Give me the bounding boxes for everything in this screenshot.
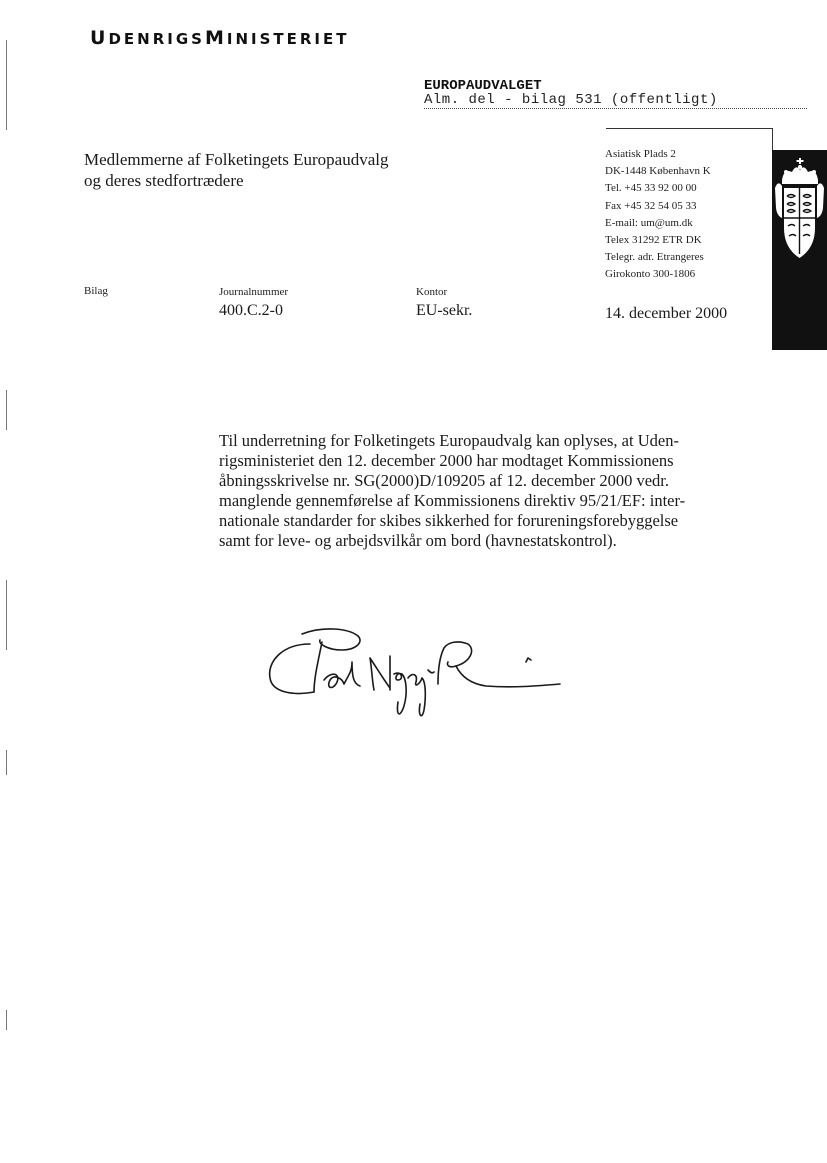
ministry-initial-2: M — [204, 27, 227, 49]
address-phone: Tel. +45 33 92 00 00 — [605, 182, 697, 195]
office-value: EU-sekr. — [416, 302, 473, 319]
journal-label: Journalnummer — [219, 286, 289, 298]
ministry-heading — [90, 27, 349, 49]
scan-edge-mark — [6, 750, 7, 775]
committee-stamp: EUROPAUDVALGET — [424, 78, 542, 94]
handwritten-signature — [262, 622, 572, 722]
body-line: samt for leve- og arbejdsvilkår om bord (havnestatskontrol). — [219, 531, 617, 550]
address-rule-vertical — [772, 128, 773, 150]
coat-of-arms-sidebar — [772, 150, 827, 350]
address-telex: Telex 31292 ETR DK — [605, 234, 702, 247]
scan-edge-mark — [6, 580, 7, 650]
address-email: E-mail: um@um.dk — [605, 216, 693, 229]
address-line: Asiatisk Plads 2 — [605, 148, 676, 160]
letter-body — [219, 431, 719, 551]
coat-of-arms-icon — [772, 158, 827, 268]
ministry-name-part: DENRIGS — [108, 30, 205, 48]
recipient-block — [84, 149, 389, 191]
address-telegram: Telegr. adr. Etrangeres — [605, 251, 704, 264]
office-label: Kontor — [416, 286, 448, 298]
annex-reference: Alm. del - bilag 531 (offentligt) — [424, 92, 807, 109]
bilag-label: Bilag — [84, 285, 108, 297]
scan-edge-mark — [6, 40, 7, 130]
body-line: åbningsskrivelse nr. SG(2000)D/109205 af 12. december 2000 vedr. — [219, 471, 669, 490]
address-fax: Fax +45 32 54 05 33 — [605, 199, 697, 212]
address-rule — [606, 128, 772, 129]
recipient-line-2: og deres stedfortrædere — [84, 171, 244, 190]
journal-number: 400.C.2-0 — [219, 302, 283, 319]
recipient-line-1: Medlemmerne af Folketingets Europaudvalg — [84, 150, 389, 169]
ministry-initial: U — [90, 27, 109, 49]
body-line: Til underretning for Folketingets Europaudvalg kan oplyses, at Uden- — [219, 431, 679, 450]
address-giro: Girokonto 300-1806 — [605, 268, 696, 281]
letter-date: 14. december 2000 — [605, 305, 728, 322]
scan-edge-mark — [6, 390, 7, 430]
ministry-name-part-2: INISTERIET — [226, 30, 350, 48]
body-line: manglende gennemførelse af Kommissionens direktiv 95/21/EF: inter- — [219, 491, 686, 510]
ministry-address — [605, 146, 711, 284]
address-line: DK-1448 København K — [605, 165, 711, 178]
body-line: nationale standarder for skibes sikkerhed for forureningsforebyggelse — [219, 511, 679, 530]
scan-edge-mark — [6, 1010, 7, 1030]
body-line: rigsministeriet den 12. december 2000 har modtaget Kommissionens — [219, 451, 674, 470]
